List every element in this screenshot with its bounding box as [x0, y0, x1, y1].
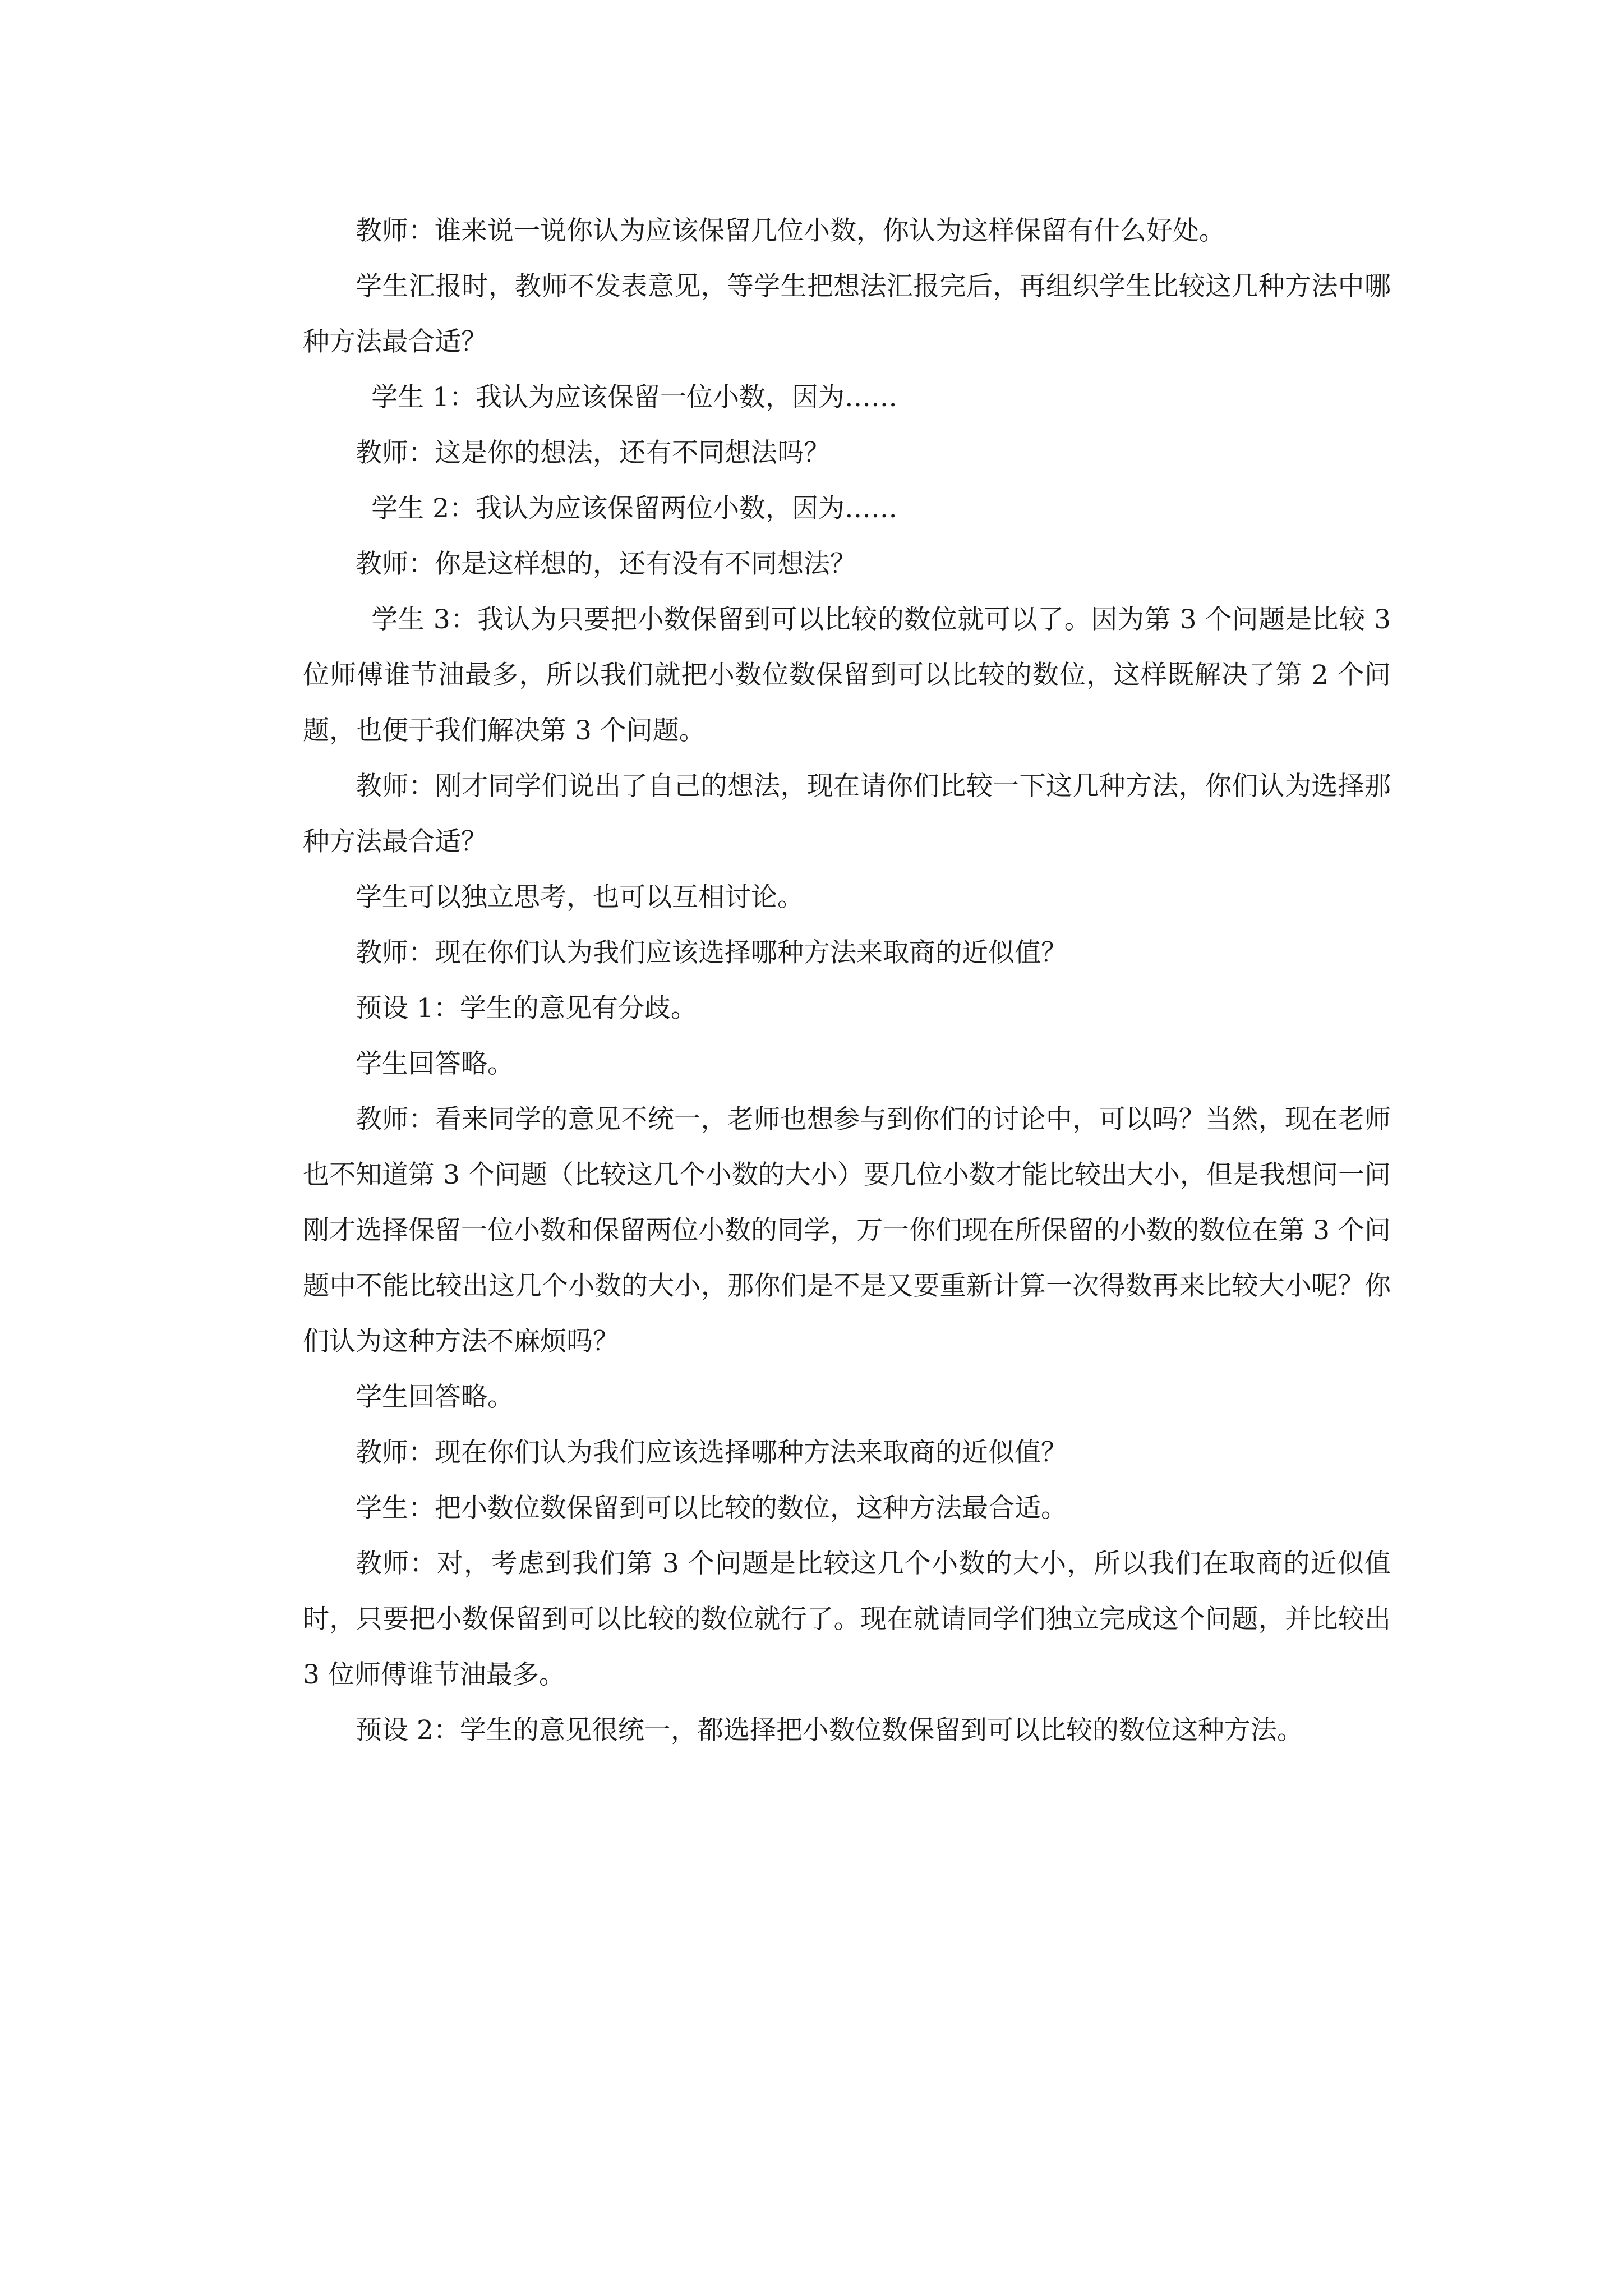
document-body: [303, 203, 1391, 1758]
paragraph-student-conclusion: 学生：把小数位数保留到可以比较的数位，这种方法最合适。: [356, 1493, 1067, 1524]
paragraph-student-discuss: 学生可以独立思考，也可以互相讨论。: [356, 882, 804, 913]
paragraph-student-report: 学生汇报时，教师不发表意见，等学生把想法汇报完后，再组织学生比较这几种方法中哪种方法最合适？: [303, 271, 1391, 357]
paragraph-teacher-reply-1: 教师：这是你的想法，还有不同想法吗？: [356, 438, 830, 468]
paragraph-student-1: 学生 1：我认为应该保留一位小数，因为……: [371, 382, 898, 413]
paragraph-teacher-reply-2: 教师：你是这样想的，还有没有不同想法？: [356, 549, 856, 579]
paragraph-teacher-question: 教师：谁来说一说你认为应该保留几位小数，你认为这样保留有什么好处。: [356, 215, 1225, 246]
paragraph-student-2: 学生 2：我认为应该保留两位小数，因为……: [371, 493, 898, 524]
paragraph-teacher-compare: 教师：刚才同学们说出了自己的想法，现在请你们比较一下这几种方法，你们认为选择那种方法最合适？: [303, 771, 1391, 857]
paragraph-teacher-choose-1: 教师：现在你们认为我们应该选择哪种方法来取商的近似值？: [356, 937, 1067, 968]
paragraph-teacher-discussion: 教师：看来同学的意见不统一，老师也想参与到你们的讨论中，可以吗？当然，现在老师也不知道第 3 个问题（比较这几个小数的大小）要几位小数才能比较出大小，但是我想问一问刚才选择保留一位小数和保留两位小数的同学，万一你们现在所保留的小数的数位在第 3 个问题中不能比较出这几个小数的大小，那你们是不是又要重新计算一次得数再来比较大小呢？你们认为这种方法不麻烦吗？: [303, 1104, 1391, 1357]
paragraph-teacher-summary: 教师：对，考虑到我们第 3 个问题是比较这几个小数的大小，所以我们在取商的近似值时，只要把小数保留到可以比较的数位就行了。现在就请同学们独立完成这个问题，并比较出 3 位师傅谁节油最多。: [303, 1548, 1391, 1690]
paragraph-scenario-2: 预设 2：学生的意见很统一，都选择把小数位数保留到可以比较的数位这种方法。: [356, 1715, 1303, 1746]
paragraph-student-3: 学生 3：我认为只要把小数保留到可以比较的数位就可以了。因为第 3 个问题是比较 3 位师傅谁节油最多，所以我们就把小数位数保留到可以比较的数位，这样既解决了第 2 个问题，也便于我们解决第 3 个问题。: [303, 604, 1391, 746]
paragraph-student-answer-1: 学生回答略。: [356, 1048, 514, 1079]
paragraph-teacher-choose-2: 教师：现在你们认为我们应该选择哪种方法来取商的近似值？: [356, 1437, 1067, 1468]
paragraph-scenario-1: 预设 1：学生的意见有分歧。: [356, 993, 697, 1024]
paragraph-student-answer-2: 学生回答略。: [356, 1382, 514, 1412]
